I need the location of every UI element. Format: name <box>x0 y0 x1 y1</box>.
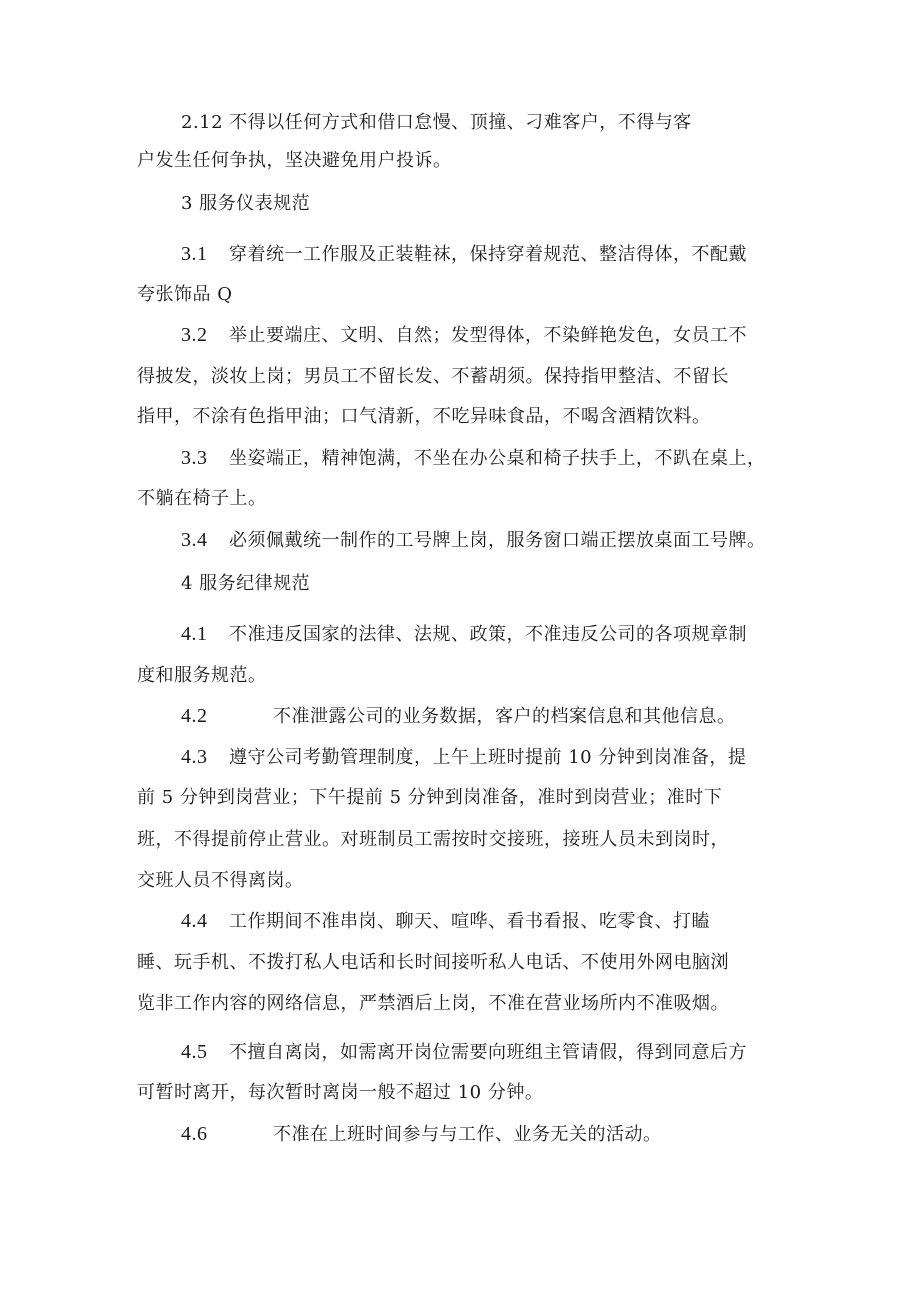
clause-3-4-line-1: 必须佩戴统一制作的工号牌上岗，服务窗口端正摆放桌面工号牌。 <box>229 530 766 551</box>
clause-4-3-line-2: 前 5 分钟到岗营业；下午提前 5 分钟到岗准备，准时到岗营业；准时下 <box>137 787 723 808</box>
clause-4-5-line-1: 不擅自离岗，如需离开岗位需要向班组主管请假，得到同意后方 <box>229 1042 747 1063</box>
clause-4-1-line-2: 度和服务规范。 <box>137 665 267 686</box>
clause-4-4-line-1: 工作期间不准串岗、聊天、喧哗、看书看报、吃零食、打瞌 <box>229 911 710 932</box>
clause-4-5-number: 4.5 <box>181 1041 208 1063</box>
clause-4-4-line-2: 睡、玩手机、不拨打私人电话和长时间接听私人电话、不使用外网电脑浏 <box>137 952 729 973</box>
clause-4-6-line-1: 不准在上班时间参与与工作、业务无关的活动。 <box>273 1124 662 1145</box>
clause-4-3-line-4: 交班人员不得离岗。 <box>137 870 304 891</box>
clause-2-12-line-1: 2.12 不得以任何方式和借口怠慢、顶撞、刁难客户，不得与客 <box>181 112 692 133</box>
clause-3-4-number: 3.4 <box>181 529 208 551</box>
clause-3-2-line-1: 举止要端庄、文明、自然；发型得体，不染鲜艳发色，女员工不 <box>229 325 747 346</box>
clause-4-2-number: 4.2 <box>181 705 208 727</box>
clause-4-1-number: 4.1 <box>181 623 208 645</box>
clause-3-2-line-2: 得披发，淡妆上岗；男员工不留长发、不蓄胡须。保持指甲整洁、不留长 <box>137 366 729 387</box>
clause-4-4-line-3: 览非工作内容的网络信息，严禁酒后上岗，不准在营业场所内不准吸烟。 <box>137 993 729 1014</box>
clause-4-3-line-3: 班，不得提前停止营业。对班制员工需按时交接班，接班人员未到岗时， <box>137 829 729 850</box>
clause-4-4-number: 4.4 <box>181 910 208 932</box>
clause-3-3-line-2: 不躺在椅子上。 <box>137 488 267 509</box>
clause-4-3-line-1: 遵守公司考勤管理制度，上午上班时提前 10 分钟到岗准备，提 <box>229 747 747 768</box>
clause-4-3-number: 4.3 <box>181 746 208 768</box>
section-3-heading: 3 服务仪表规范 <box>181 193 311 214</box>
clause-4-2-line-1: 不准泄露公司的业务数据，客户的档案信息和其他信息。 <box>273 706 736 727</box>
clause-2-12-line-2: 户发生任何争执，坚决避免用户投诉。 <box>137 150 452 171</box>
clause-4-1-line-1: 不准违反国家的法律、法规、政策，不准违反公司的各项规章制 <box>229 624 747 645</box>
section-4-heading: 4 服务纪律规范 <box>181 573 311 594</box>
clause-4-5-line-2: 可暂时离开，每次暂时离岗一般不超过 10 分钟。 <box>137 1082 544 1103</box>
clause-3-1-number: 3.1 <box>181 243 208 265</box>
clause-4-6-number: 4.6 <box>181 1123 208 1145</box>
clause-3-2-number: 3.2 <box>181 324 208 346</box>
clause-3-1-line-2: 夸张饰品 Q <box>137 284 233 305</box>
clause-3-3-line-1: 坐姿端正，精神饱满，不坐在办公桌和椅子扶手上，不趴在桌上， <box>229 448 766 469</box>
clause-3-1-line-1: 穿着统一工作服及正装鞋袜，保持穿着规范、整洁得体，不配戴 <box>229 244 747 265</box>
clause-3-3-number: 3.3 <box>181 447 208 469</box>
clause-3-2-line-3: 指甲，不涂有色指甲油；口气清新，不吃异味食品，不喝含酒精饮料。 <box>137 406 711 427</box>
